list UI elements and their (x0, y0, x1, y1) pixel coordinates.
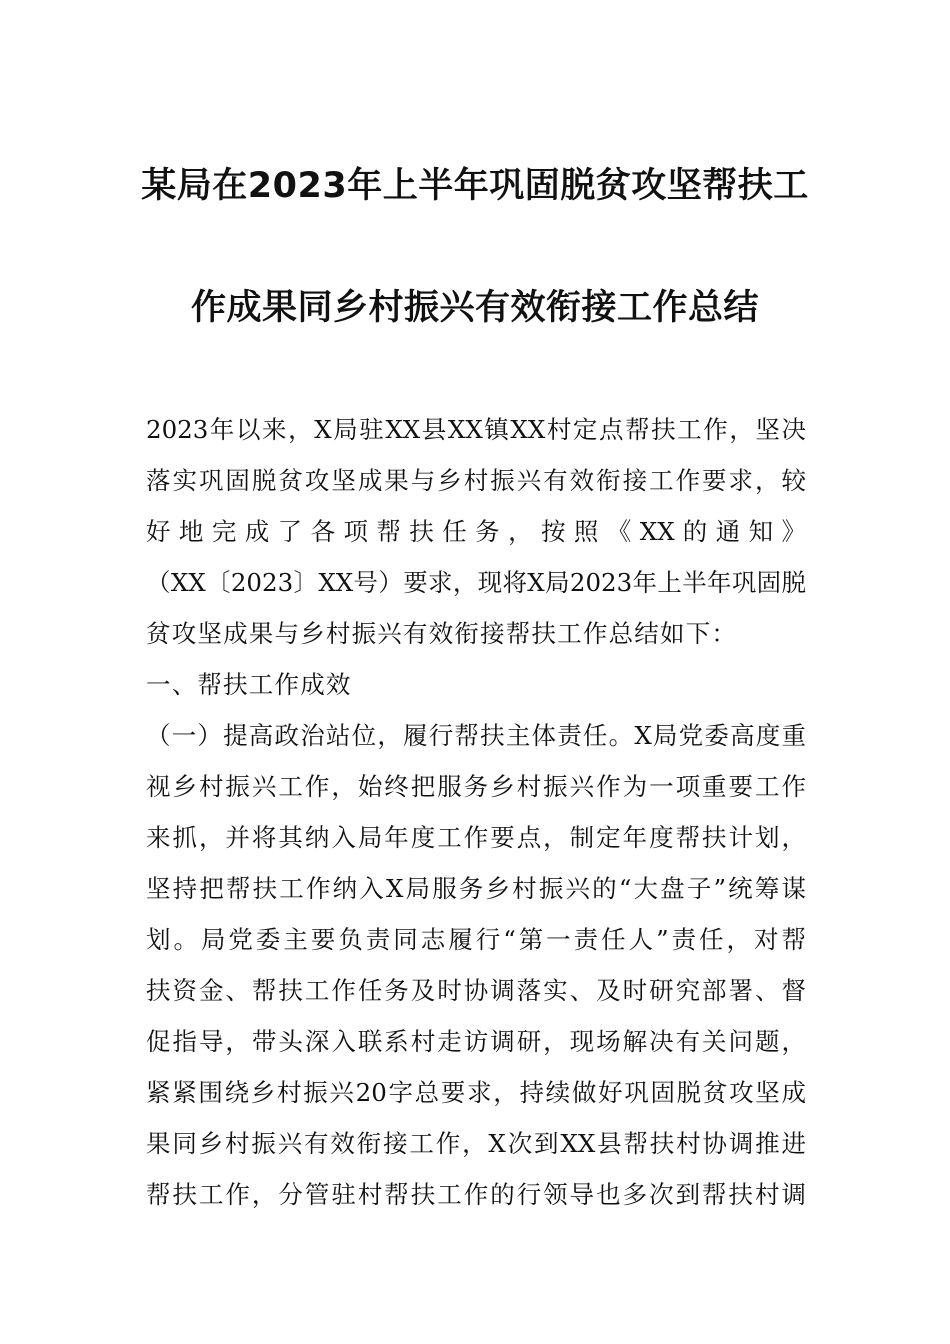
body-line: 果同乡村振兴有效衔接工作，X次到XX县帮扶村协调推进 (146, 1129, 806, 1158)
body-line: 坚持把帮扶工作纳入X局服务乡村振兴的“大盘子”统筹谋 (146, 874, 806, 903)
body-line: 好 地 完 成 了 各 项 帮 扶 任 务 ， 按 照 《 XX 的 通 知 》 (146, 517, 806, 546)
body-line: 扶资金、帮扶工作任务及时协调落实、及时研究部署、督 (146, 976, 806, 1005)
document-title-line-1: 某局在2023年上半年巩固脱贫攻坚帮扶工 (141, 166, 809, 206)
body-line: 视乡村振兴工作，始终把服务乡村振兴作为一项重要工作 (146, 772, 806, 801)
body-line: 紧紧围绕乡村振兴20字总要求，持续做好巩固脱贫攻坚成 (146, 1078, 806, 1107)
body-line: 贫攻坚成果与乡村振兴有效衔接帮扶工作总结如下： (146, 619, 738, 648)
body-line: 2023年以来，X局驻XX县XX镇XX村定点帮扶工作，坚决 (146, 415, 806, 444)
section-heading: 一、帮扶工作成效 (146, 670, 352, 699)
body-line: 落实巩固脱贫攻坚成果与乡村振兴有效衔接工作要求，较 (146, 466, 806, 495)
body-line: 促指导，带头深入联系村走访调研，现场解决有关问题， (146, 1027, 806, 1056)
body-line: 来抓，并将其纳入局年度工作要点，制定年度帮扶计划， (146, 823, 806, 852)
document-body (146, 412, 806, 1228)
body-line: 划。局党委主要负责同志履行“第一责任人”责任，对帮 (146, 925, 806, 954)
body-line: （一）提高政治站位，履行帮扶主体责任。X局党委高度重 (146, 721, 806, 750)
document-title-line-2: 作成果同乡村振兴有效衔接工作总结 (190, 288, 759, 328)
body-line: （XX〔2023〕XX号）要求，现将X局2023年上半年巩固脱 (146, 568, 806, 597)
body-line: 帮扶工作，分管驻村帮扶工作的行领导也多次到帮扶村调 (146, 1180, 806, 1209)
